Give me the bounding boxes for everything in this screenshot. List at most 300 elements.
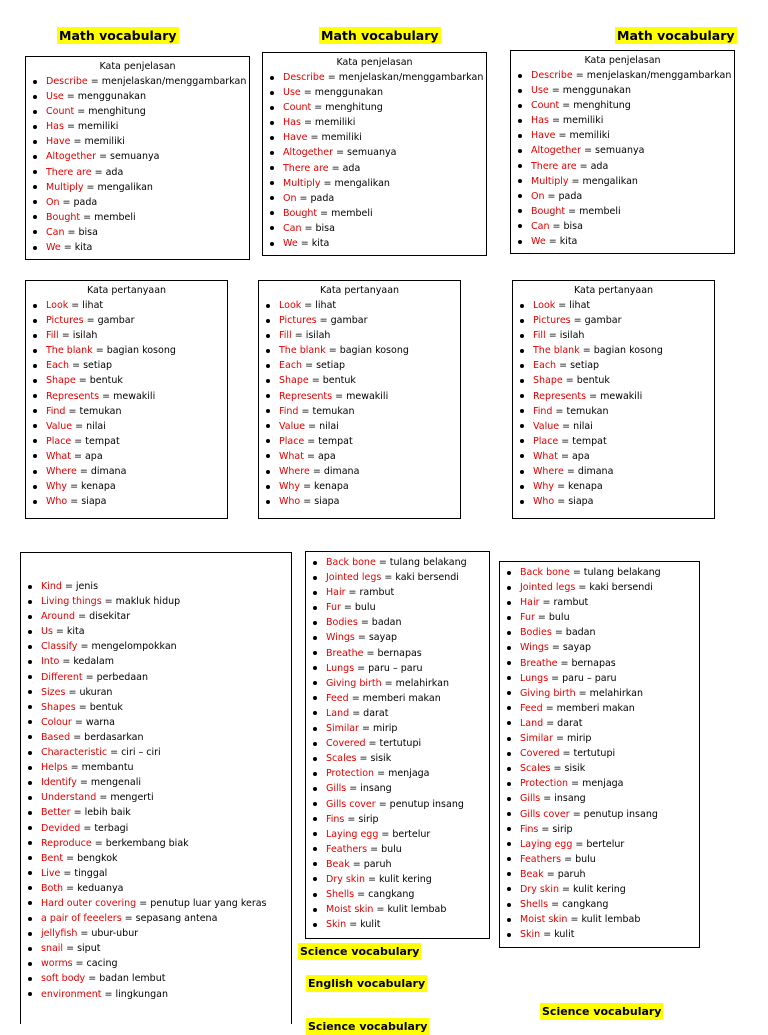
vocab-separator: = <box>96 792 111 804</box>
vocab-meaning: bengkok <box>77 852 118 864</box>
vocab-meaning: membeli <box>94 211 136 223</box>
vocab-separator: = <box>545 330 560 342</box>
vocab-meaning: sisik <box>370 753 392 765</box>
vocab-term: soft body <box>41 973 86 985</box>
vocab-term: Fins <box>520 823 539 835</box>
vocab-meaning: perbedaan <box>96 671 148 683</box>
vocab-meaning: lihat <box>569 300 591 311</box>
vocab-item <box>306 781 489 796</box>
vocab-item <box>513 298 714 313</box>
vocab-term: Feathers <box>520 853 562 865</box>
heading-science-3: Science vocabulary <box>308 1020 428 1033</box>
vocab-meaning: ubur-ubur <box>91 928 139 940</box>
vocab-item <box>513 328 714 343</box>
vocab-item <box>513 494 714 509</box>
vocab-separator: = <box>354 889 369 901</box>
vocab-term: Jointed legs <box>520 582 576 594</box>
vocab-meaning: bernapas <box>377 647 422 659</box>
vocab-separator: = <box>579 345 594 357</box>
vocab-term: Land <box>326 707 350 719</box>
vocab-item <box>21 594 291 609</box>
vocab-term: Describe <box>283 72 325 83</box>
vocab-term: Fill <box>46 330 59 342</box>
vocab-term: Gills <box>520 793 541 805</box>
heading-science-1: Science vocabulary <box>300 945 420 958</box>
vocab-separator: = <box>70 807 85 819</box>
vocab-item <box>263 191 486 206</box>
vocab-item <box>259 298 460 313</box>
vocab-item <box>500 867 699 882</box>
vocab-separator: = <box>550 763 565 775</box>
vocab-meaning: temukan <box>79 405 122 417</box>
vocab-separator: = <box>69 360 84 372</box>
vocab-meaning: memiliki <box>562 115 604 127</box>
vocab-meaning: memiliki <box>84 136 125 148</box>
vocab-meaning: tertutupi <box>573 748 616 760</box>
vocab-separator: = <box>96 151 111 163</box>
vocab-meaning: bentuk <box>576 375 610 387</box>
vocab-separator: = <box>296 192 311 204</box>
vocab-term: Multiply <box>283 177 321 189</box>
vocab-term: Sizes <box>41 686 66 698</box>
vocab-term: Who <box>46 496 68 508</box>
vocab-separator: = <box>381 677 396 689</box>
vocab-item <box>500 822 699 837</box>
vocab-term: Jointed legs <box>326 572 382 584</box>
vocab-term: Look <box>46 300 69 311</box>
vocab-term: Have <box>283 132 308 144</box>
vocab-list <box>511 68 734 249</box>
vocab-separator: = <box>552 405 567 417</box>
vocab-item <box>21 745 291 760</box>
vocab-term: Altogether <box>283 147 334 159</box>
vocab-term: What <box>46 450 71 462</box>
vocab-meaning: bentuk <box>89 701 123 713</box>
vocab-item <box>263 161 486 176</box>
vocab-item <box>500 927 699 942</box>
vocab-meaning: mewakili <box>346 390 389 402</box>
vocab-separator: = <box>348 692 363 704</box>
vocab-separator: = <box>569 567 584 578</box>
vocab-separator: = <box>311 102 326 114</box>
vocab-item <box>500 897 699 912</box>
vocab-meaning: sayap <box>368 632 398 644</box>
vocab-term: There are <box>46 166 92 178</box>
vocab-separator: = <box>345 587 360 599</box>
vocab-meaning: warna <box>85 716 116 728</box>
vocab-item <box>500 701 699 716</box>
vocab-item <box>21 790 291 805</box>
vocab-term: Wings <box>326 632 355 644</box>
vocab-meaning: bisa <box>78 226 98 238</box>
vocab-term: Count <box>46 106 75 118</box>
vocab-term: On <box>531 190 545 202</box>
vocab-item <box>26 358 227 373</box>
science-box-1 <box>20 552 292 1024</box>
vocab-item <box>306 842 489 857</box>
vocab-item <box>513 419 714 434</box>
vocab-separator: = <box>354 632 369 644</box>
vocab-term: Where <box>533 466 564 478</box>
vocab-meaning: kedalam <box>73 656 114 668</box>
vocab-separator: = <box>543 717 558 729</box>
vocab-meaning: mirip <box>566 733 592 745</box>
vocab-term: Living things <box>41 596 102 608</box>
vocab-term: Has <box>46 121 64 133</box>
pertanyaan-box-1 <box>25 280 228 519</box>
vocab-term: Different <box>41 671 83 683</box>
vocab-term: a pair of feeelers <box>41 913 122 925</box>
vocab-separator: = <box>570 315 585 327</box>
vocab-item <box>500 837 699 852</box>
vocab-meaning: siapa <box>81 496 107 508</box>
vocab-item <box>513 464 714 479</box>
vocab-separator: = <box>298 405 313 417</box>
vocab-term: Colour <box>41 716 72 728</box>
vocab-separator: = <box>291 330 306 342</box>
vocab-item <box>511 113 734 128</box>
vocab-term: Into <box>41 656 60 668</box>
vocab-term: Back bone <box>520 567 570 578</box>
vocab-item <box>306 661 489 676</box>
vocab-meaning: temukan <box>312 405 355 417</box>
vocab-meaning: kulit <box>554 929 575 941</box>
vocab-term: Giving birth <box>326 677 382 689</box>
vocab-item <box>511 159 734 174</box>
vocab-term: Can <box>283 222 302 234</box>
vocab-item <box>513 479 714 494</box>
vocab-term: Gills cover <box>520 808 570 820</box>
vocab-item <box>21 670 291 685</box>
vocab-term: Has <box>531 115 549 127</box>
vocab-item <box>263 236 486 251</box>
vocab-meaning: menggunakan <box>562 85 631 97</box>
vocab-term: Dry skin <box>326 873 365 885</box>
vocab-meaning: bulu <box>381 843 402 855</box>
vocab-separator: = <box>300 496 315 508</box>
vocab-separator: = <box>307 132 322 144</box>
vocab-item <box>306 691 489 706</box>
vocab-meaning: cacing <box>86 958 118 970</box>
vocab-meaning: dimana <box>577 466 614 478</box>
vocab-term: Skin <box>520 929 541 941</box>
vocab-item <box>26 165 249 180</box>
vocab-item <box>263 85 486 100</box>
vocab-term: Gills cover <box>326 798 376 810</box>
vocab-term: Shells <box>520 899 549 911</box>
vocab-item <box>26 494 227 509</box>
vocab-item <box>21 730 291 745</box>
vocab-separator: = <box>303 450 318 462</box>
vocab-term: Multiply <box>46 181 84 193</box>
vocab-term: Bodies <box>520 627 552 639</box>
vocab-meaning: isilah <box>72 330 98 342</box>
vocab-term: Shape <box>46 375 76 387</box>
vocab-meaning: tempat <box>318 435 353 447</box>
vocab-item <box>513 373 714 388</box>
vocab-item <box>306 887 489 902</box>
vocab-meaning: sirip <box>552 823 573 835</box>
vocab-item <box>26 225 249 240</box>
vocab-meaning: rambut <box>553 597 589 609</box>
vocab-separator: = <box>356 753 371 765</box>
vocab-term: Similar <box>326 723 359 735</box>
vocab-separator: = <box>561 853 576 865</box>
vocab-meaning: berkembang biak <box>105 837 189 849</box>
heading-english: English vocabulary <box>308 977 426 990</box>
vocab-meaning: mengelompokkan <box>91 641 177 653</box>
vocab-meaning: menghitung <box>88 106 146 118</box>
vocab-separator: = <box>67 496 82 508</box>
vocab-item <box>21 956 291 971</box>
vocab-meaning: cangkang <box>368 889 415 901</box>
vocab-term: Look <box>533 300 556 311</box>
vocab-separator: = <box>375 798 390 810</box>
vocab-separator: = <box>304 435 319 447</box>
vocab-separator: = <box>65 405 80 417</box>
vocab-term: Represents <box>533 390 587 402</box>
vocab-meaning: gambar <box>97 315 135 327</box>
vocab-meaning: paru – paru <box>562 672 617 684</box>
vocab-separator: = <box>374 768 389 780</box>
vocab-term: snail <box>41 943 64 955</box>
vocab-item <box>500 580 699 595</box>
vocab-item <box>21 941 291 956</box>
vocab-item <box>259 464 460 479</box>
vocab-separator: = <box>551 627 566 639</box>
vocab-item <box>306 600 489 615</box>
vocab-meaning: menjelaskan/menggambarkan <box>101 76 247 87</box>
vocab-item <box>21 685 291 700</box>
vocab-item <box>513 434 714 449</box>
vocab-meaning: lingkungan <box>115 988 168 1000</box>
vocab-separator: = <box>540 793 555 805</box>
vocab-term: Find <box>46 405 66 417</box>
vocab-term: Classify <box>41 641 78 653</box>
vocab-meaning: bulu <box>575 853 596 865</box>
vocab-term: Lungs <box>326 662 355 674</box>
vocab-separator: = <box>548 642 563 654</box>
vocab-separator: = <box>555 300 570 311</box>
vocab-item <box>26 328 227 343</box>
vocab-meaning: sepasang antena <box>135 913 218 925</box>
vocab-item <box>26 74 249 89</box>
vocab-meaning: kenapa <box>314 481 349 493</box>
vocab-term: Use <box>46 91 64 103</box>
vocab-item <box>259 419 460 434</box>
vocab-term: Can <box>531 220 550 232</box>
vocab-term: Place <box>46 435 72 447</box>
vocab-meaning: terbagi <box>94 822 129 834</box>
vocab-term: Giving birth <box>520 687 576 699</box>
vocab-separator: = <box>301 300 316 311</box>
vocab-term: We <box>283 238 298 250</box>
vocab-separator: = <box>72 958 87 970</box>
vocab-separator: = <box>555 130 570 142</box>
vocab-separator: = <box>64 226 79 238</box>
vocab-item <box>306 736 489 751</box>
vocab-meaning: makluk hidup <box>115 596 181 608</box>
vocab-separator: = <box>300 481 315 493</box>
vocab-separator: = <box>91 837 106 849</box>
vocab-term: Hard outer covering <box>41 897 137 909</box>
vocab-item <box>26 89 249 104</box>
vocab-meaning: kaki bersendi <box>395 572 459 584</box>
vocab-separator: = <box>75 375 90 387</box>
vocab-meaning: apa <box>317 450 336 462</box>
vocab-separator: = <box>301 222 316 234</box>
penjelasan-box-2 <box>262 52 487 256</box>
vocab-meaning: kita <box>559 236 578 248</box>
vocab-separator: = <box>77 928 92 940</box>
vocab-list <box>26 74 249 255</box>
vocab-term: Feed <box>326 692 349 704</box>
vocab-term: Who <box>279 496 301 508</box>
vocab-separator: = <box>562 375 577 387</box>
vocab-item <box>500 791 699 806</box>
vocab-separator: = <box>61 581 76 592</box>
vocab-meaning: tulang belakang <box>583 567 661 578</box>
vocab-item <box>21 715 291 730</box>
vocab-meaning: melahirkan <box>395 677 449 689</box>
vocab-separator: = <box>59 196 74 208</box>
vocab-meaning: mewakili <box>600 390 643 402</box>
vocab-item <box>26 104 249 119</box>
vocab-meaning: paru – paru <box>368 662 423 674</box>
vocab-item <box>263 70 486 85</box>
vocab-separator: = <box>333 147 348 159</box>
vocab-separator: = <box>559 748 574 760</box>
vocab-separator: = <box>297 238 312 250</box>
vocab-meaning: ada <box>342 162 361 174</box>
vocab-item <box>306 570 489 585</box>
vocab-separator: = <box>68 300 83 311</box>
vocab-meaning: mengerti <box>110 792 154 804</box>
vocab-meaning: badan <box>371 617 402 629</box>
vocab-separator: = <box>534 612 549 624</box>
vocab-term: The blank <box>279 345 326 357</box>
vocab-meaning: nilai <box>319 420 339 432</box>
vocab-meaning: mengalikan <box>334 177 390 189</box>
vocab-meaning: kita <box>74 242 93 254</box>
vocab-separator: = <box>92 345 107 357</box>
vocab-item <box>500 565 699 580</box>
vocab-separator: = <box>568 778 583 790</box>
vocab-item <box>500 656 699 671</box>
vocab-separator: = <box>71 716 86 728</box>
vocab-term: Live <box>41 867 61 879</box>
vocab-term: There are <box>531 160 577 172</box>
vocab-term: Bodies <box>326 617 358 629</box>
vocab-term: Describe <box>531 70 573 81</box>
vocab-meaning: bisa <box>315 222 335 234</box>
vocab-term: Where <box>279 466 310 478</box>
vocab-meaning: apa <box>84 450 103 462</box>
vocab-term: Have <box>46 136 71 148</box>
vocab-item <box>263 100 486 115</box>
vocab-term: Pictures <box>279 315 317 327</box>
vocab-item <box>21 911 291 926</box>
vocab-item <box>26 134 249 149</box>
vocab-item <box>21 866 291 881</box>
vocab-meaning: sisik <box>564 763 586 775</box>
vocab-item <box>26 419 227 434</box>
vocab-term: Beak <box>326 858 350 870</box>
vocab-meaning: keduanya <box>77 882 124 894</box>
vocab-item <box>306 766 489 781</box>
vocab-term: Describe <box>46 76 88 87</box>
vocab-meaning: menjaga <box>582 778 624 790</box>
vocab-meaning: menjelaskan/menggambarkan <box>586 70 732 81</box>
vocab-term: worms <box>41 958 73 970</box>
vocab-item <box>306 872 489 887</box>
vocab-item <box>26 210 249 225</box>
vocab-separator: = <box>107 747 122 759</box>
vocab-item <box>21 579 291 594</box>
vocab-item <box>500 776 699 791</box>
vocab-term: Wings <box>520 642 549 654</box>
pertanyaan-box-3 <box>512 280 715 519</box>
vocab-meaning: bagian kosong <box>593 345 663 357</box>
vocab-item <box>26 343 227 358</box>
vocab-meaning: bentuk <box>89 375 123 387</box>
vocab-item <box>21 700 291 715</box>
vocab-separator: = <box>357 617 372 629</box>
vocab-item <box>259 373 460 388</box>
vocab-item <box>306 721 489 736</box>
box-title: Kata penjelasan <box>99 61 176 72</box>
vocab-meaning: semuanya <box>110 151 160 163</box>
vocab-separator: = <box>565 205 580 217</box>
vocab-separator: = <box>358 723 373 735</box>
vocab-item <box>306 751 489 766</box>
vocab-meaning: lihat <box>315 300 337 311</box>
vocab-meaning: pada <box>73 196 98 208</box>
vocab-item <box>21 821 291 836</box>
vocab-item <box>511 234 734 249</box>
vocab-meaning: bagian kosong <box>339 345 409 357</box>
vocab-term: Value <box>533 420 560 432</box>
vocab-term: Value <box>279 420 306 432</box>
vocab-item <box>306 630 489 645</box>
vocab-term: Covered <box>520 748 560 760</box>
vocab-separator: = <box>563 466 578 478</box>
vocab-meaning: berdasarkan <box>84 731 144 743</box>
box-title: Kata pertanyaan <box>86 285 167 296</box>
vocab-list <box>306 555 489 932</box>
vocab-separator: = <box>83 181 98 193</box>
vocab-term: Pictures <box>533 315 571 327</box>
vocab-meaning: paruh <box>363 858 392 870</box>
vocab-item <box>26 180 249 195</box>
vocab-meaning: penutup insang <box>389 798 464 810</box>
vocab-term: Characteristic <box>41 747 108 759</box>
vocab-item <box>259 494 460 509</box>
vocab-item <box>21 609 291 624</box>
vocab-separator: = <box>548 899 563 911</box>
box-title: Kata penjelasan <box>584 55 661 66</box>
vocab-term: Identify <box>41 777 77 789</box>
vocab-separator: = <box>82 671 97 683</box>
vocab-separator: = <box>549 220 564 232</box>
vocab-separator: = <box>80 822 95 834</box>
heading-science-3-clip <box>306 1018 436 1033</box>
vocab-item <box>26 195 249 210</box>
box-title: Kata penjelasan <box>336 57 413 68</box>
vocab-term: Has <box>283 117 301 129</box>
vocab-separator: = <box>76 777 91 789</box>
vocab-separator: = <box>58 330 73 342</box>
